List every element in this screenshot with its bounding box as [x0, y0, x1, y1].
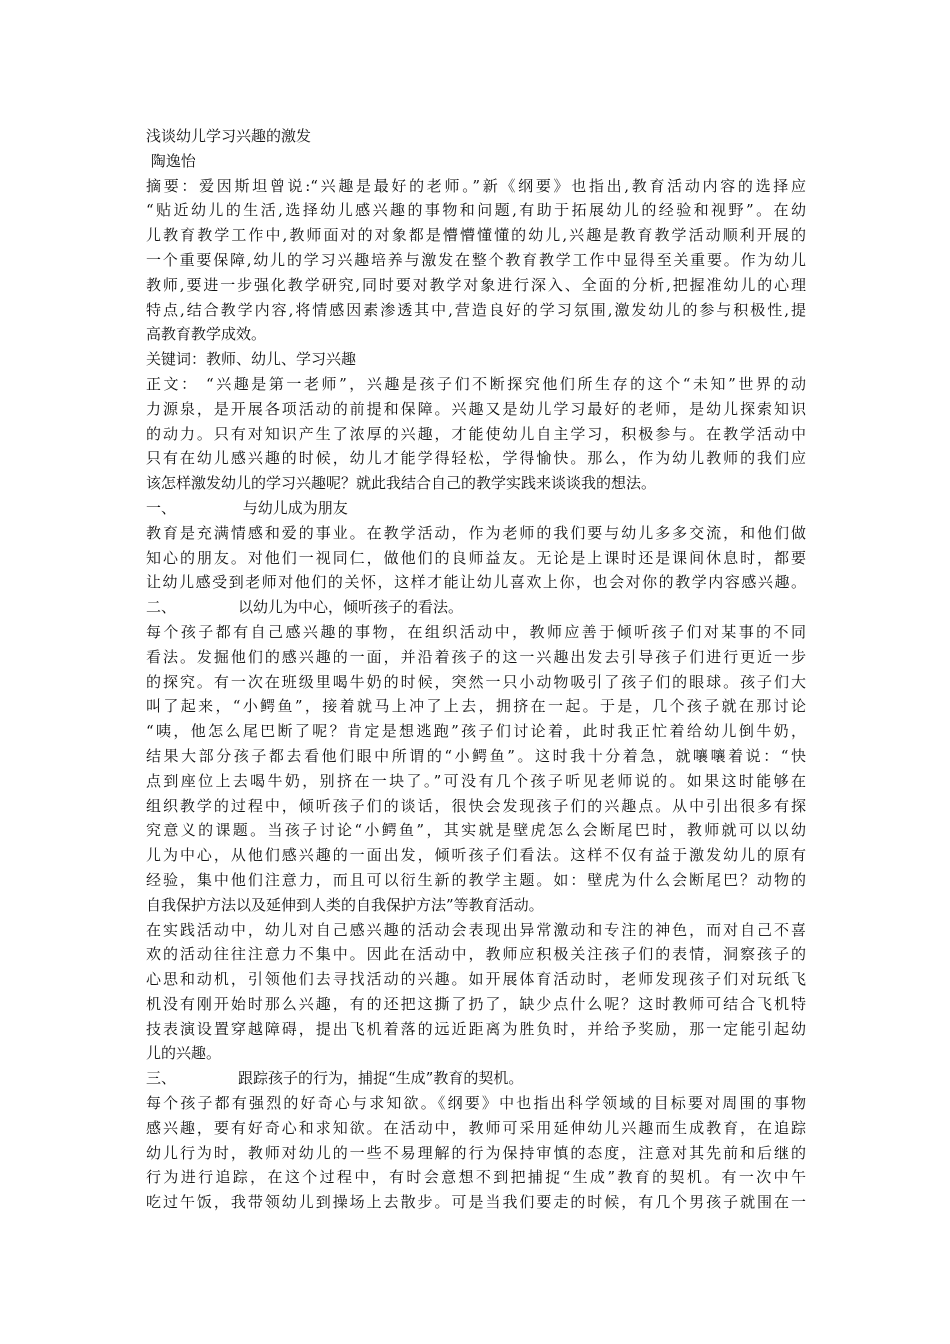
body-line: 该怎样激发幼儿的学习兴趣呢？就此我结合自己的教学实践来谈谈我的想法。	[146, 474, 657, 493]
body-line: 技表演设置穿越障碍，提出飞机着落的远近距离为胜负时，并给予奖励，那一定能引起幼	[146, 1019, 806, 1038]
body-line: 的动力。只有对知识产生了浓厚的兴趣，才能使幼儿自主学习，积极参与。在教学活动中	[146, 424, 806, 443]
body-line: 看法。发掘他们的感兴趣的一面，并沿着孩子的这一兴趣出发去引导孩子们进行更近一步	[146, 647, 806, 666]
body-line: 一、 与幼儿成为朋友	[146, 498, 348, 517]
body-line: 正文： “兴趣是第一老师”，兴趣是孩子们不断探究他们所生存的这个“未知”世界的动	[146, 374, 806, 393]
body-line: 知心的朋友。对他们一视同仁，做他们的良师益友。无论是上课时还是课间休息时，都要	[146, 548, 806, 567]
body-line: 欢的活动往往注意力不集中。因此在活动中，教师应积极关注孩子们的表情，洞察孩子的	[146, 945, 806, 964]
body-line: 机没有刚开始时那么兴趣，有的还把这撕了扔了，缺少点什么呢？这时教师可结合飞机特	[146, 994, 806, 1013]
body-line: 在实践活动中，幼儿对自己感兴趣的活动会表现出异常激动和专注的神色，而对自己不喜	[146, 920, 806, 939]
body-line: 三、 跟踪孩子的行为，捕捉“生成”教育的契机。	[146, 1069, 524, 1088]
body-line: 特点,结合教学内容,将情感因素渗透其中,营造良好的学习氛围,激发幼儿的参与积极性,提	[146, 300, 806, 319]
body-line: 每个孩子都有自己感兴趣的事物，在组织活动中，教师应善于倾听孩子们对某事的不同	[146, 622, 806, 641]
document-body	[146, 174, 806, 1215]
body-line: 结果大部分孩子都去看他们眼中所谓的“小鳄鱼”。这时我十分着急，就嚷嚷着说：“快	[146, 746, 806, 765]
body-line: 儿的兴趣。	[146, 1044, 222, 1063]
body-line: 的探究。有一次在班级里喝牛奶的时候，突然一只小动物吸引了孩子们的眼球。孩子们大	[146, 672, 806, 691]
body-line: 儿为中心，从他们感兴趣的一面出发，倾听孩子们看法。这样不仅有益于激发幼儿的原有	[146, 846, 806, 865]
body-line: 幼儿行为时，教师对幼儿的一些不易理解的行为保持审慎的态度，注意对其先前和后继的	[146, 1143, 806, 1162]
body-line: 自我保护方法以及延伸到人类的自我保护方法”等教育活动。	[146, 895, 544, 914]
document-page	[146, 124, 806, 1215]
body-line: 组织教学的过程中，倾听孩子们的谈话，很快会发现孩子们的兴趣点。从中引出很多有探	[146, 796, 806, 815]
body-line: 二、 以幼儿为中心，倾听孩子的看法。	[146, 598, 463, 617]
body-line: 点到座位上去喝牛奶，别挤在一块了。”可没有几个孩子听见老师说的。如果这时能够在	[146, 771, 806, 790]
body-line: 心思和动机，引领他们去寻找活动的兴趣。如开展体育活动时，老师发现孩子们对玩纸飞	[146, 970, 806, 989]
body-line: 吃过午饭，我带领幼儿到操场上去散步。可是当我们要走的时候，有几个男孩子就围在一	[146, 1193, 806, 1212]
body-line: 儿教育教学工作中,教师面对的对象都是懵懵懂懂的幼儿,兴趣是教育教学活动顺利开展的	[146, 226, 806, 245]
document-title: 浅谈幼儿学习兴趣的激发	[146, 127, 312, 145]
body-line: 一个重要保障,幼儿的学习兴趣培养与激发在整个教育教学工作中显得至关重要。作为幼儿	[146, 250, 806, 269]
body-line: 只有在幼儿感兴趣的时候，幼儿才能学得轻松，学得愉快。那么，作为幼儿教师的我们应	[146, 449, 806, 468]
body-line: 行为进行追踪，在这个过程中，有时会意想不到把捕捉“生成”教育的契机。有一次中午	[146, 1168, 806, 1187]
body-line: “咦，他怎么尾巴断了呢？肯定是想逃跑”孩子们讨论着，此时我正忙着给幼儿倒牛奶，	[146, 722, 806, 741]
body-line: 教育是充满情感和爱的事业。在教学活动，作为老师的我们要与幼儿多多交流，和他们做	[146, 523, 806, 542]
body-line: 教师,要进一步强化教学研究,同时要对教学对象进行深入、全面的分析,把握准幼儿的心理	[146, 275, 806, 294]
body-line: 究意义的课题。当孩子讨论“小鳄鱼”，其实就是壁虎怎么会断尾巴时，教师就可以以幼	[146, 821, 806, 840]
body-line: “贴近幼儿的生活,选择幼儿感兴趣的事物和问题,有助于拓展幼儿的经验和视野”。在幼	[146, 201, 806, 220]
body-line: 关键词：教师、幼儿、学习兴趣	[146, 350, 357, 369]
body-line: 每个孩子都有强烈的好奇心与求知欲。《纲要》中也指出科学领域的目标要对周围的事物	[146, 1094, 806, 1113]
body-line: 经验，集中他们注意力，而且可以衍生新的教学主题。如：壁虎为什么会断尾巴？动物的	[146, 870, 806, 889]
body-line: 摘要：爱因斯坦曾说:“兴趣是最好的老师。”新《纲要》也指出,教育活动内容的选择应	[146, 176, 806, 195]
body-line: 让幼儿感受到老师对他们的关怀，这样才能让幼儿喜欢上你，也会对你的教学内容感兴趣。	[146, 573, 806, 592]
body-line: 叫了起来，“小鳄鱼”，接着就马上冲了上去，拥挤在一起。于是，几个孩子就在那讨论	[146, 697, 806, 716]
body-line: 高教育教学成效。	[146, 325, 267, 344]
body-line: 感兴趣，要有好奇心和求知欲。在活动中，教师可采用延伸幼儿兴趣而生成教育，在追踪	[146, 1118, 806, 1137]
document-author: 陶逸怡	[146, 151, 196, 170]
body-line: 力源泉，是开展各项活动的前提和保障。兴趣又是幼儿学习最好的老师，是幼儿探索知识	[146, 399, 806, 418]
